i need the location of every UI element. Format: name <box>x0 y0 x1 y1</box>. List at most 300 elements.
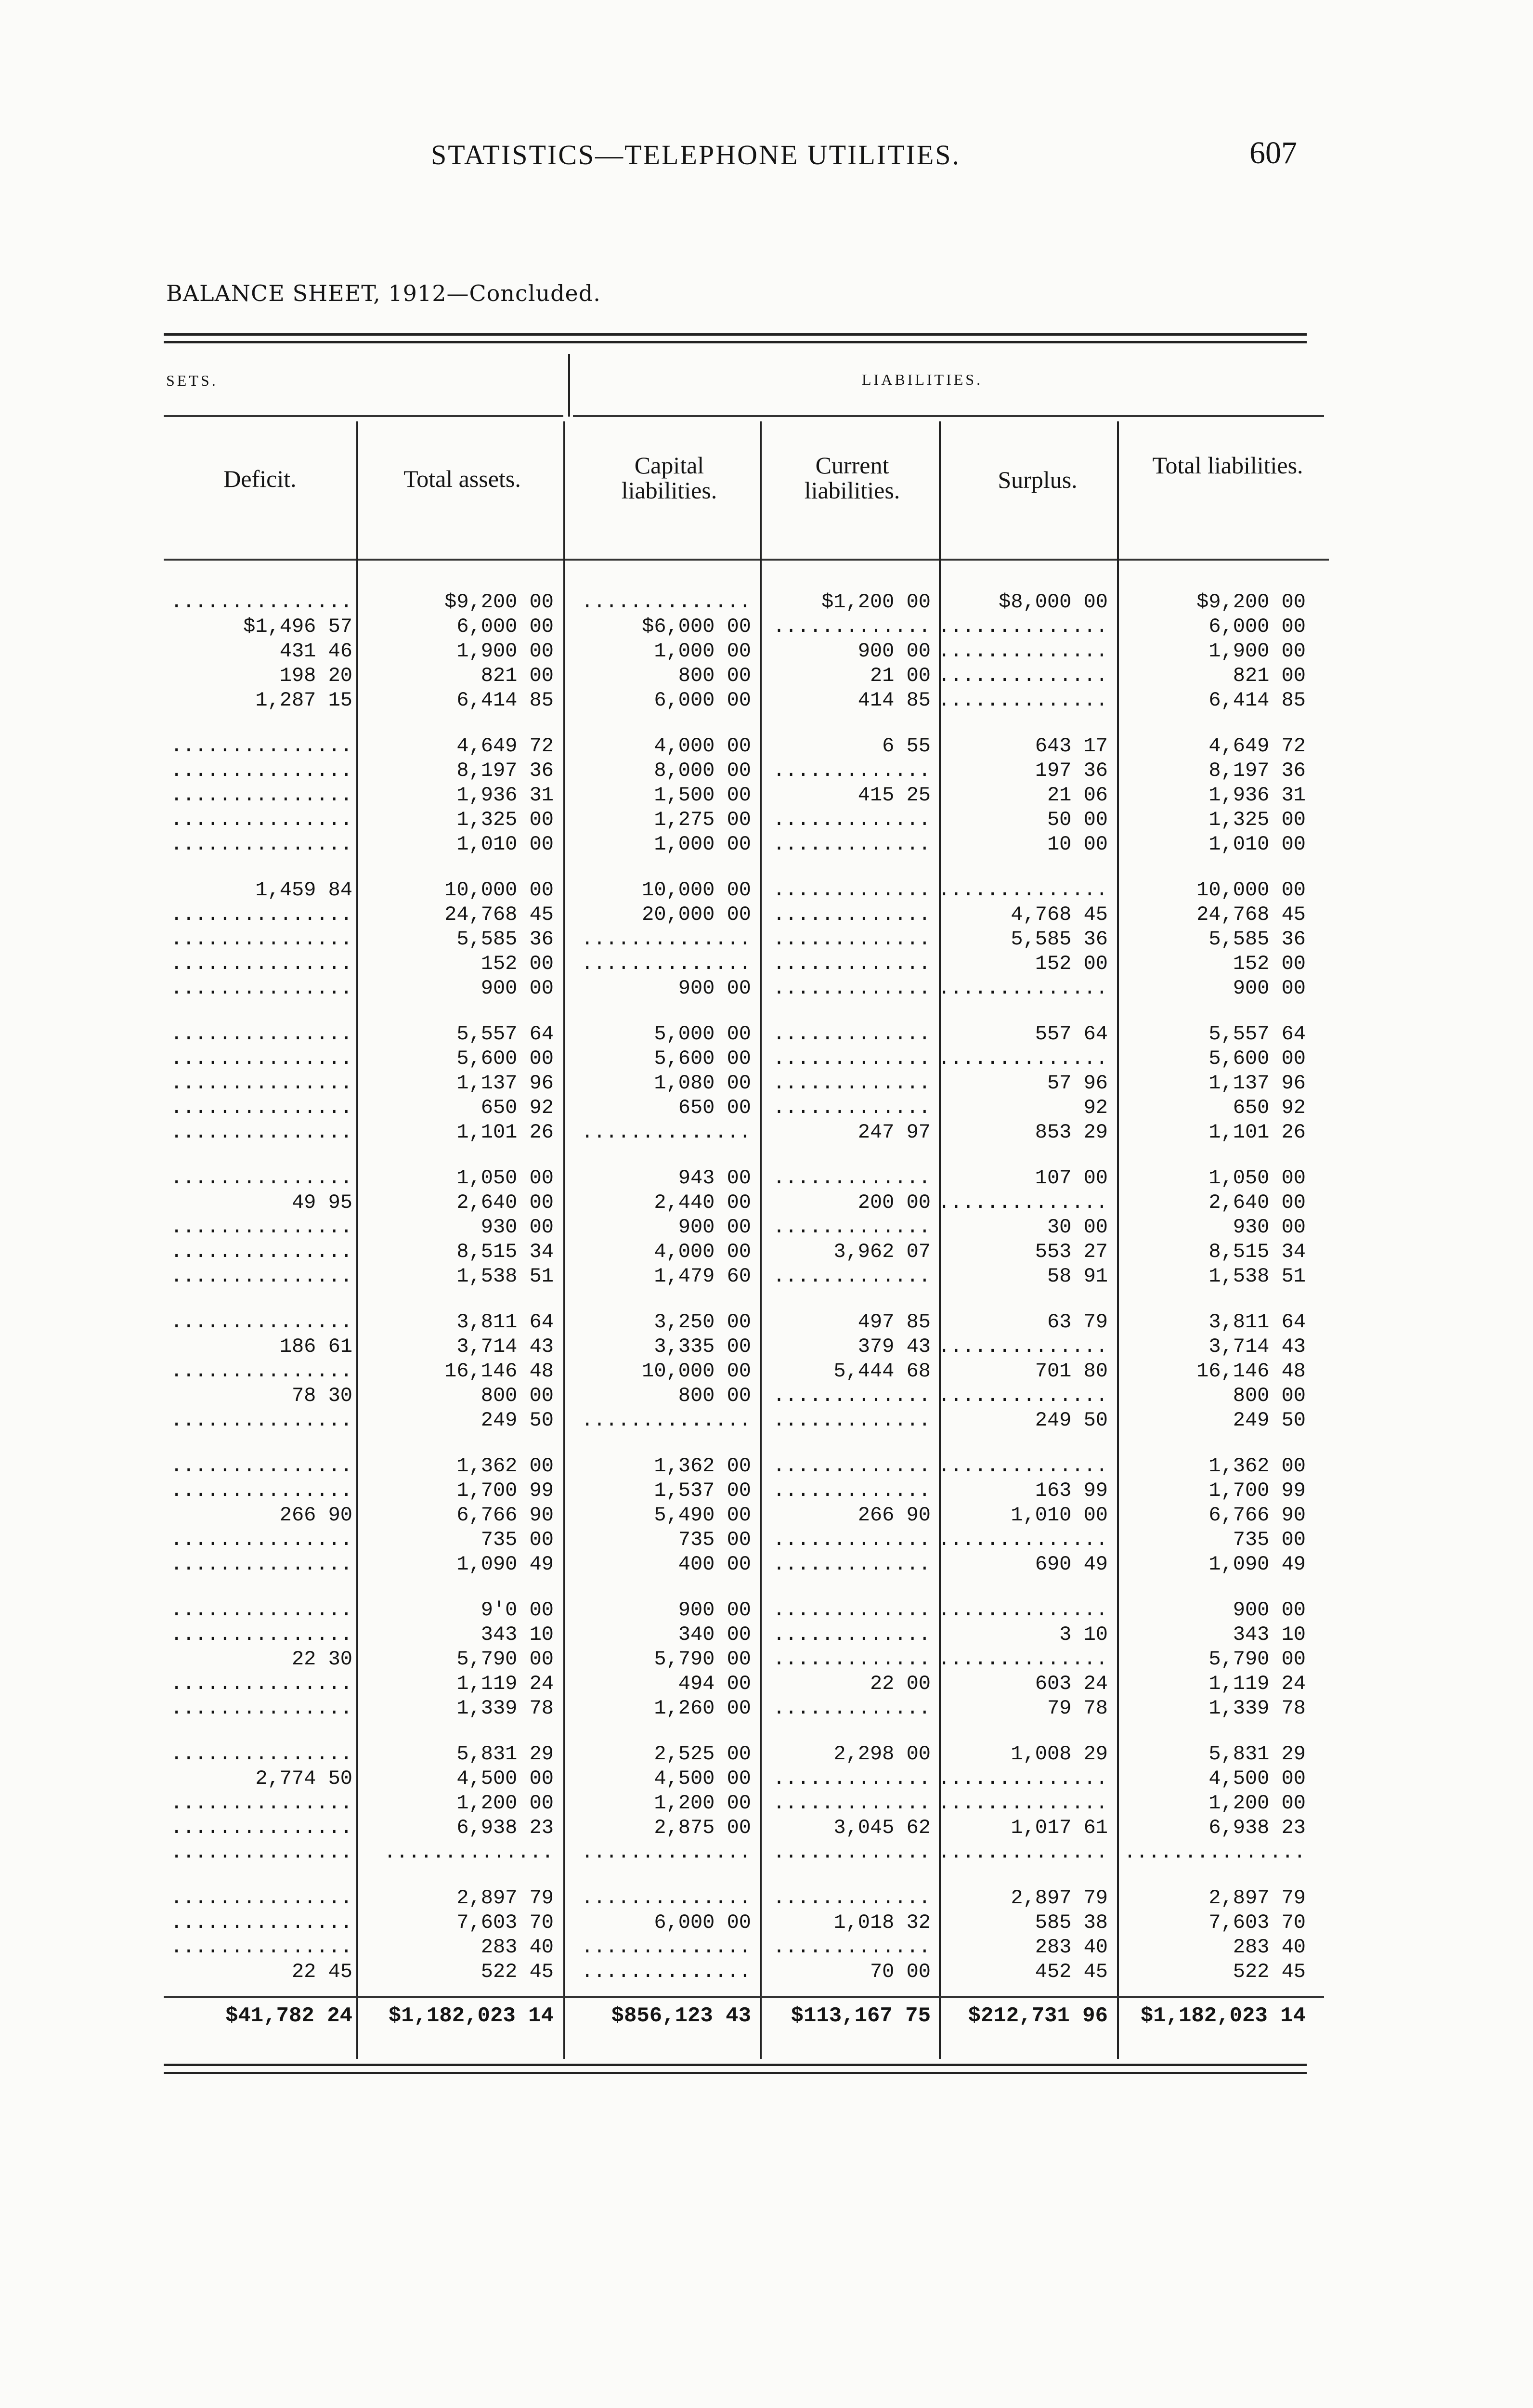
cell-total-assets: 821 00 <box>481 664 554 687</box>
cell-total-liabilities: 4,649 72 <box>1208 734 1306 758</box>
cell-total-liabilities: 1,090 49 <box>1208 1553 1306 1576</box>
cell-total-assets: 1,200 00 <box>456 1792 554 1815</box>
cell-total-assets: 650 92 <box>481 1096 554 1119</box>
table-row <box>164 1696 1310 1721</box>
table-row <box>164 1935 1310 1960</box>
cell-capital: 900 00 <box>678 977 751 1000</box>
cell-total-liabilities: 8,197 36 <box>1208 759 1306 782</box>
cell-surplus: .............. <box>938 1335 1108 1358</box>
cell-current: ............. <box>773 1767 931 1790</box>
cell-deficit: ............... <box>170 1528 352 1551</box>
cell-deficit: ............... <box>170 808 352 831</box>
table-row <box>164 664 1310 688</box>
cell-total-assets: 4,649 72 <box>456 734 554 758</box>
table-row <box>164 1623 1310 1647</box>
table-row <box>164 615 1310 639</box>
cell-capital: 1,260 00 <box>654 1697 751 1720</box>
cell-deficit: ............... <box>170 903 352 926</box>
table-row <box>164 1767 1310 1791</box>
cell-deficit: ............... <box>170 1623 352 1646</box>
cell-total-assets: 1,050 00 <box>456 1166 554 1190</box>
cell-current: $1,200 00 <box>821 590 931 614</box>
table-row <box>164 1359 1310 1384</box>
cell-total-assets: 249 50 <box>481 1409 554 1432</box>
cell-deficit: ............... <box>170 1672 352 1695</box>
table-row <box>164 1215 1310 1240</box>
table-row <box>164 1742 1310 1767</box>
page-number: 607 <box>1249 135 1297 170</box>
cell-deficit: ............... <box>170 1121 352 1144</box>
row-group <box>164 590 1310 713</box>
cell-current: 6 55 <box>882 734 931 758</box>
column-header-total-liabilities: Total liabilities. <box>1152 452 1303 479</box>
cell-capital: .............. <box>581 1841 751 1864</box>
total-deficit: $41,782 24 <box>225 2004 352 2028</box>
cell-surplus: 107 00 <box>1035 1166 1108 1190</box>
cell-total-assets: 343 10 <box>481 1623 554 1646</box>
cell-total-liabilities: 1,900 00 <box>1208 640 1306 663</box>
cell-capital: 400 00 <box>678 1553 751 1576</box>
cell-surplus: .............. <box>938 1767 1108 1790</box>
cell-current: ............. <box>773 1553 931 1576</box>
cell-total-liabilities: 5,831 29 <box>1208 1742 1306 1766</box>
cell-capital: 5,600 00 <box>654 1047 751 1070</box>
row-group <box>164 1022 1310 1145</box>
cell-surplus: 643 17 <box>1035 734 1108 758</box>
cell-capital: .............. <box>581 952 751 975</box>
cell-total-liabilities: 1,700 99 <box>1208 1479 1306 1502</box>
cell-current: 900 00 <box>857 640 931 663</box>
cell-surplus: .............. <box>938 1384 1108 1407</box>
cell-capital: .............. <box>581 1886 751 1910</box>
column-header-current-liabilities: Current liabilities. <box>804 452 900 504</box>
cell-surplus: $8,000 00 <box>999 590 1108 614</box>
cell-deficit: ............... <box>170 1310 352 1334</box>
cell-total-assets: 800 00 <box>481 1384 554 1407</box>
cell-total-liabilities: 5,600 00 <box>1208 1047 1306 1070</box>
table-row <box>164 976 1310 1001</box>
cell-current: 3,962 07 <box>833 1240 931 1263</box>
cell-current: 200 00 <box>857 1191 931 1214</box>
cell-total-liabilities: 5,557 64 <box>1208 1022 1306 1046</box>
cell-surplus: .............. <box>938 1191 1108 1214</box>
cell-deficit: ............... <box>170 1598 352 1622</box>
cell-current: ............. <box>773 1598 931 1622</box>
table-row <box>164 1022 1310 1047</box>
cell-total-assets: 8,515 34 <box>456 1240 554 1263</box>
cell-current: 1,018 32 <box>833 1911 931 1934</box>
cell-total-assets: 6,766 90 <box>456 1504 554 1527</box>
table-row <box>164 878 1310 903</box>
table-row <box>164 1672 1310 1696</box>
cell-surplus: .............. <box>938 640 1108 663</box>
cell-total-liabilities: 3,811 64 <box>1208 1310 1306 1334</box>
table-row <box>164 1096 1310 1120</box>
cell-total-liabilities: 7,603 70 <box>1208 1911 1306 1934</box>
table-row <box>164 1840 1310 1865</box>
cell-surplus: 79 78 <box>1047 1697 1108 1720</box>
cell-total-liabilities: 24,768 45 <box>1196 903 1306 926</box>
cell-total-assets: 1,936 31 <box>456 784 554 807</box>
table-row <box>164 1120 1310 1145</box>
cell-surplus: .............. <box>938 1841 1108 1864</box>
cell-surplus: 249 50 <box>1035 1409 1108 1432</box>
table-row <box>164 1791 1310 1816</box>
cell-capital: 1,479 60 <box>654 1265 751 1288</box>
cell-current: ............. <box>773 1166 931 1190</box>
cell-surplus: 30 00 <box>1047 1216 1108 1239</box>
row-group <box>164 1742 1310 1865</box>
cell-capital: 4,000 00 <box>654 1240 751 1263</box>
cell-capital: 8,000 00 <box>654 759 751 782</box>
cell-capital: 340 00 <box>678 1623 751 1646</box>
cell-current: 414 85 <box>857 689 931 712</box>
cell-total-assets: 2,640 00 <box>456 1191 554 1214</box>
cell-current: 70 00 <box>870 1960 931 1983</box>
cell-total-liabilities: 735 00 <box>1233 1528 1306 1551</box>
cell-current: ............. <box>773 1528 931 1551</box>
cell-deficit: ............... <box>170 1479 352 1502</box>
cell-surplus: .............. <box>938 664 1108 687</box>
cell-total-assets: 6,938 23 <box>456 1816 554 1839</box>
cell-deficit: ............... <box>170 784 352 807</box>
cell-current: 5,444 68 <box>833 1360 931 1383</box>
row-group <box>164 878 1310 1001</box>
cell-total-assets: 522 45 <box>481 1960 554 1983</box>
cell-deficit: ............... <box>170 1265 352 1288</box>
cell-total-liabilities: 1,050 00 <box>1208 1166 1306 1190</box>
cell-total-assets: 930 00 <box>481 1216 554 1239</box>
bottom-double-rule-1 <box>164 2064 1307 2066</box>
column-header-capital-liabilities: Capital liabilities. <box>621 452 717 504</box>
cell-total-assets: 735 00 <box>481 1528 554 1551</box>
cell-capital: 1,000 00 <box>654 833 751 856</box>
row-group <box>164 1598 1310 1721</box>
cell-surplus: 557 64 <box>1035 1022 1108 1046</box>
cell-total-assets: 283 40 <box>481 1936 554 1959</box>
cell-surplus: 4,768 45 <box>1011 903 1108 926</box>
cell-total-assets: 8,197 36 <box>456 759 554 782</box>
cell-total-liabilities: 1,200 00 <box>1208 1792 1306 1815</box>
cell-capital: .............. <box>581 1121 751 1144</box>
cell-total-liabilities: $9,200 00 <box>1196 590 1306 614</box>
cell-capital: .............. <box>581 590 751 614</box>
column-header-surplus: Surplus. <box>998 466 1078 493</box>
cell-total-assets: 1,090 49 <box>456 1553 554 1576</box>
cell-surplus: 2,897 79 <box>1011 1886 1108 1910</box>
group-label-assets: SETS. <box>166 372 218 389</box>
cell-deficit: ............... <box>170 1792 352 1815</box>
cell-total-assets: .............. <box>384 1841 554 1864</box>
bottom-double-rule-2 <box>164 2072 1307 2074</box>
cell-total-assets: 5,600 00 <box>456 1047 554 1070</box>
table-row <box>164 688 1310 713</box>
cell-current: ............. <box>773 808 931 831</box>
cell-deficit: 78 30 <box>291 1384 352 1407</box>
group-underline-liabilities <box>573 415 1324 417</box>
table-row <box>164 1191 1310 1215</box>
table-row <box>164 1479 1310 1503</box>
cell-total-liabilities: ............... <box>1123 1841 1306 1864</box>
cell-surplus: 603 24 <box>1035 1672 1108 1695</box>
cell-total-liabilities: 930 00 <box>1233 1216 1306 1239</box>
cell-current: 2,298 00 <box>833 1742 931 1766</box>
cell-capital: 1,500 00 <box>654 784 751 807</box>
cell-capital: 20,000 00 <box>642 903 751 926</box>
cell-surplus: .............. <box>938 1648 1108 1671</box>
table-row <box>164 783 1310 808</box>
cell-total-assets: 10,000 00 <box>444 878 554 902</box>
table-row <box>164 1166 1310 1191</box>
cell-deficit: 22 45 <box>291 1960 352 1983</box>
cell-current: ............. <box>773 1265 931 1288</box>
cell-total-assets: 7,603 70 <box>456 1911 554 1934</box>
cell-deficit: ............... <box>170 759 352 782</box>
cell-surplus: .............. <box>938 1792 1108 1815</box>
table-row <box>164 1647 1310 1672</box>
cell-capital: 3,335 00 <box>654 1335 751 1358</box>
cell-surplus: .............. <box>938 878 1108 902</box>
cell-deficit: ............... <box>170 1216 352 1239</box>
cell-surplus: 3 10 <box>1059 1623 1108 1646</box>
cell-current: ............. <box>773 1792 931 1815</box>
cell-total-liabilities: 249 50 <box>1233 1409 1306 1432</box>
cell-current: 21 00 <box>870 664 931 687</box>
cell-capital: 6,000 00 <box>654 1911 751 1934</box>
cell-current: ............. <box>773 1841 931 1864</box>
cell-current: 266 90 <box>857 1504 931 1527</box>
cell-total-assets: 2,897 79 <box>456 1886 554 1910</box>
cell-current: ............. <box>773 1886 931 1910</box>
cell-surplus: .............. <box>938 1598 1108 1622</box>
cell-total-liabilities: 821 00 <box>1233 664 1306 687</box>
cell-total-assets: 24,768 45 <box>444 903 554 926</box>
totals-top-rule <box>164 1996 1324 1998</box>
cell-deficit: 266 90 <box>279 1504 352 1527</box>
cell-deficit: 2,774 50 <box>255 1767 352 1790</box>
cell-total-liabilities: 650 92 <box>1233 1096 1306 1119</box>
cell-capital: 10,000 00 <box>642 1360 751 1383</box>
row-group <box>164 1166 1310 1289</box>
cell-total-assets: 900 00 <box>481 977 554 1000</box>
cell-current: ............. <box>773 1216 931 1239</box>
total-capital-liabilities: $856,123 43 <box>611 2004 751 2028</box>
cell-deficit: ............... <box>170 734 352 758</box>
cell-total-liabilities: 6,766 90 <box>1208 1504 1306 1527</box>
table-row <box>164 903 1310 927</box>
cell-capital: 5,790 00 <box>654 1648 751 1671</box>
cell-total-liabilities: 1,325 00 <box>1208 808 1306 831</box>
cell-total-assets: 5,831 29 <box>456 1742 554 1766</box>
cell-total-liabilities: 800 00 <box>1233 1384 1306 1407</box>
cell-capital: 2,875 00 <box>654 1816 751 1839</box>
table-row <box>164 1886 1310 1911</box>
table-row <box>164 1240 1310 1264</box>
cell-total-liabilities: 3,714 43 <box>1208 1335 1306 1358</box>
cell-total-liabilities: 6,938 23 <box>1208 1816 1306 1839</box>
cell-total-assets: 1,339 78 <box>456 1697 554 1720</box>
cell-total-liabilities: 283 40 <box>1233 1936 1306 1959</box>
cell-surplus: 5,585 36 <box>1011 928 1108 951</box>
cell-total-liabilities: 1,538 51 <box>1208 1265 1306 1288</box>
cell-capital: 650 00 <box>678 1096 751 1119</box>
cell-total-liabilities: 6,414 85 <box>1208 689 1306 712</box>
cell-surplus: 163 99 <box>1035 1479 1108 1502</box>
cell-capital: 5,490 00 <box>654 1504 751 1527</box>
cell-deficit: ............... <box>170 1816 352 1839</box>
cell-total-liabilities: 16,146 48 <box>1196 1360 1306 1383</box>
cell-capital: 4,500 00 <box>654 1767 751 1790</box>
table-row <box>164 1454 1310 1479</box>
cell-capital: 6,000 00 <box>654 689 751 712</box>
cell-current: ............. <box>773 759 931 782</box>
cell-total-liabilities: 1,936 31 <box>1208 784 1306 807</box>
cell-total-assets: 1,101 26 <box>456 1121 554 1144</box>
total-current-liabilities: $113,167 75 <box>791 2004 931 2028</box>
table-row <box>164 1408 1310 1433</box>
cell-surplus: 853 29 <box>1035 1121 1108 1144</box>
page-title: STATISTICS—TELEPHONE UTILITIES. <box>431 139 961 170</box>
cell-total-liabilities: 900 00 <box>1233 1598 1306 1622</box>
cell-current: 247 97 <box>857 1121 931 1144</box>
cell-current: 415 25 <box>857 784 931 807</box>
cell-total-assets: 3,714 43 <box>456 1335 554 1358</box>
cell-capital: 2,440 00 <box>654 1191 751 1214</box>
table-subtitle: BALANCE SHEET, 1912—Concluded. <box>166 280 601 306</box>
cell-surplus: 92 <box>1083 1096 1108 1119</box>
row-group <box>164 734 1310 857</box>
cell-surplus: 1,008 29 <box>1011 1742 1108 1766</box>
top-double-rule-1 <box>164 333 1307 336</box>
cell-current: ............. <box>773 1096 931 1119</box>
cell-current: ............. <box>773 833 931 856</box>
cell-total-liabilities: 343 10 <box>1233 1623 1306 1646</box>
cell-deficit: 1,287 15 <box>255 689 352 712</box>
cell-capital: 1,362 00 <box>654 1454 751 1478</box>
row-group <box>164 1886 1310 1984</box>
cell-deficit: ............... <box>170 1911 352 1934</box>
cell-deficit: 198 20 <box>279 664 352 687</box>
table-row <box>164 1552 1310 1577</box>
table-row <box>164 1335 1310 1359</box>
cell-surplus: .............. <box>938 1047 1108 1070</box>
cell-deficit: ............... <box>170 1841 352 1864</box>
cell-surplus: 63 79 <box>1047 1310 1108 1334</box>
table-row <box>164 1816 1310 1840</box>
cell-surplus: .............. <box>938 1528 1108 1551</box>
cell-total-assets: 9'0 00 <box>481 1598 554 1622</box>
cell-deficit: ............... <box>170 952 352 975</box>
cell-current: ............. <box>773 1697 931 1720</box>
cell-deficit: 431 46 <box>279 640 352 663</box>
cell-surplus: 690 49 <box>1035 1553 1108 1576</box>
cell-total-assets: 1,900 00 <box>456 640 554 663</box>
cell-current: ............. <box>773 1936 931 1959</box>
table-row <box>164 1528 1310 1552</box>
cell-capital: 1,537 00 <box>654 1479 751 1502</box>
cell-total-liabilities: 1,119 24 <box>1208 1672 1306 1695</box>
cell-deficit: $1,496 57 <box>243 615 352 638</box>
cell-deficit: ............... <box>170 1936 352 1959</box>
cell-current: ............. <box>773 1047 931 1070</box>
cell-total-assets: 1,010 00 <box>456 833 554 856</box>
cell-deficit: ............... <box>170 1553 352 1576</box>
cell-capital: 1,275 00 <box>654 808 751 831</box>
cell-deficit: ............... <box>170 977 352 1000</box>
total-surplus: $212,731 96 <box>968 2004 1108 2028</box>
table-row <box>164 1071 1310 1096</box>
cell-deficit: ............... <box>170 1047 352 1070</box>
cell-capital: .............. <box>581 1936 751 1959</box>
cell-total-liabilities: 1,101 26 <box>1208 1121 1306 1144</box>
cell-total-liabilities: 522 45 <box>1233 1960 1306 1983</box>
cell-total-assets: 1,362 00 <box>456 1454 554 1478</box>
cell-total-liabilities: 8,515 34 <box>1208 1240 1306 1263</box>
cell-deficit: ............... <box>170 590 352 614</box>
cell-surplus: .............. <box>938 1454 1108 1478</box>
cell-capital: 943 00 <box>678 1166 751 1190</box>
group-underline-assets <box>164 415 563 417</box>
table-row <box>164 639 1310 664</box>
header-bottom-rule <box>164 559 1329 561</box>
cell-surplus: 553 27 <box>1035 1240 1108 1263</box>
cell-surplus: 701 80 <box>1035 1360 1108 1383</box>
cell-surplus: 21 06 <box>1047 784 1108 807</box>
cell-surplus: 585 38 <box>1035 1911 1108 1934</box>
column-header-deficit: Deficit. <box>223 465 297 492</box>
cell-total-assets: 5,585 36 <box>456 928 554 951</box>
cell-surplus: 57 96 <box>1047 1072 1108 1095</box>
cell-total-assets: 4,500 00 <box>456 1767 554 1790</box>
cell-total-liabilities: 5,585 36 <box>1208 928 1306 951</box>
cell-current: 3,045 62 <box>833 1816 931 1839</box>
cell-capital: 494 00 <box>678 1672 751 1695</box>
cell-capital: 735 00 <box>678 1528 751 1551</box>
group-divider <box>568 354 570 417</box>
cell-current: ............. <box>773 1409 931 1432</box>
table-body <box>164 590 1310 2005</box>
table-row <box>164 734 1310 759</box>
cell-capital: .............. <box>581 1409 751 1432</box>
row-group <box>164 1454 1310 1577</box>
cell-deficit: ............... <box>170 1096 352 1119</box>
cell-total-assets: 1,538 51 <box>456 1265 554 1288</box>
cell-current: 379 43 <box>857 1335 931 1358</box>
cell-capital: 900 00 <box>678 1598 751 1622</box>
cell-current: ............. <box>773 1479 931 1502</box>
cell-surplus: 152 00 <box>1035 952 1108 975</box>
cell-capital: 800 00 <box>678 664 751 687</box>
cell-deficit: ............... <box>170 1742 352 1766</box>
cell-surplus: 50 00 <box>1047 808 1108 831</box>
total-assets: $1,182,023 14 <box>388 2004 554 2028</box>
cell-total-liabilities: 900 00 <box>1233 977 1306 1000</box>
cell-deficit: ............... <box>170 928 352 951</box>
cell-deficit: ............... <box>170 1360 352 1383</box>
table-row <box>164 832 1310 857</box>
cell-surplus: 1,017 61 <box>1011 1816 1108 1839</box>
table-row <box>164 590 1310 615</box>
cell-capital: 800 00 <box>678 1384 751 1407</box>
cell-capital: 1,080 00 <box>654 1072 751 1095</box>
cell-deficit: 49 95 <box>291 1191 352 1214</box>
cell-total-assets: 5,790 00 <box>456 1648 554 1671</box>
cell-total-assets: 152 00 <box>481 952 554 975</box>
cell-deficit: ............... <box>170 1022 352 1046</box>
cell-capital: .............. <box>581 1960 751 1983</box>
cell-surplus: 58 91 <box>1047 1265 1108 1288</box>
cell-total-assets: 3,811 64 <box>456 1310 554 1334</box>
